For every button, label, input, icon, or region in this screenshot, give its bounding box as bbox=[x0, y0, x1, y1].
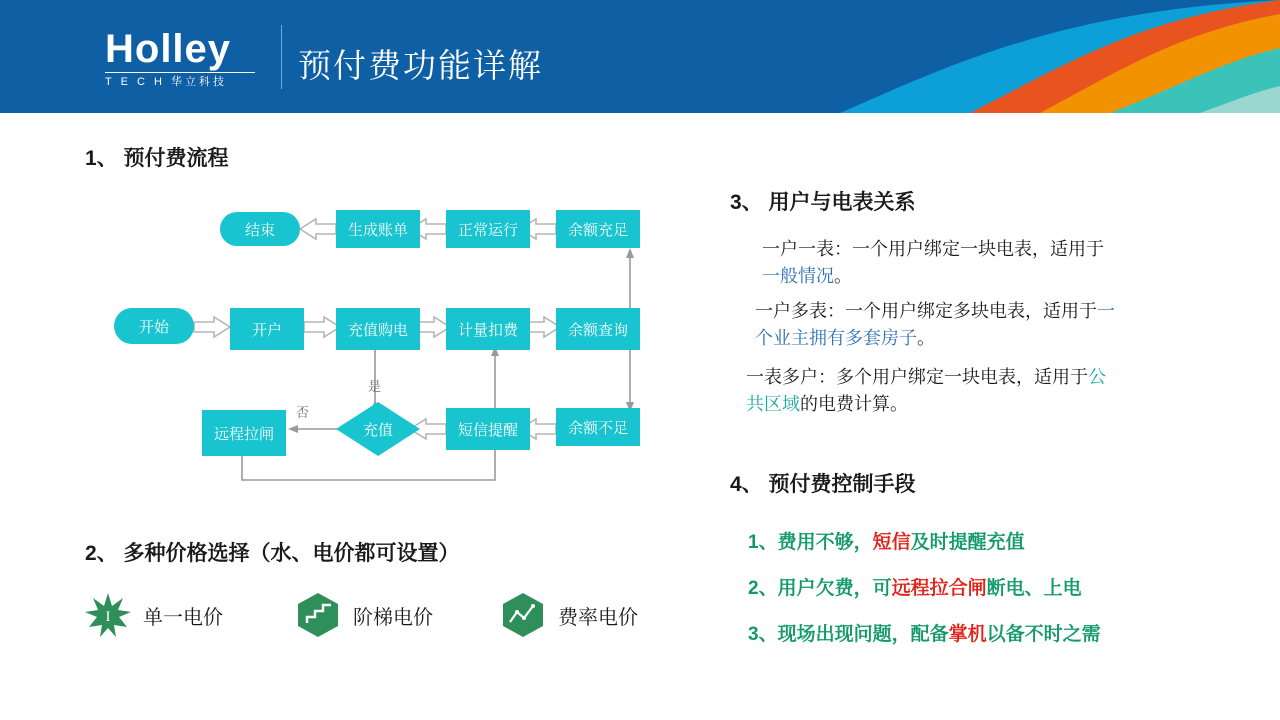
relation-item-1 bbox=[762, 236, 1107, 290]
control-2-number: 2、 bbox=[748, 578, 778, 599]
hexagon-chart-icon bbox=[500, 592, 546, 638]
control-3-number: 3、 bbox=[748, 624, 778, 645]
relation-2-text1: 一个用户绑定多块电表，适用于 bbox=[845, 301, 1097, 321]
header-decoration bbox=[640, 0, 1280, 113]
relation-3-lead: 一表多户： bbox=[746, 367, 836, 387]
control-3-text2: 以备不时之需 bbox=[986, 624, 1101, 645]
flow-label-no: 否 bbox=[296, 405, 310, 420]
flow-node-start: 开始 bbox=[114, 308, 194, 344]
company-logo bbox=[105, 28, 265, 88]
price-label-single: 单一电价 bbox=[143, 606, 223, 629]
control-1-number: 1、 bbox=[748, 532, 778, 553]
relation-3-text1: 多个用户绑定一块电表，适用于 bbox=[836, 367, 1088, 387]
relation-item-3 bbox=[746, 364, 1106, 418]
page-title: 预付费功能详解 bbox=[298, 47, 543, 84]
control-item-2 bbox=[748, 573, 1082, 600]
price-label-tier: 阶梯电价 bbox=[353, 606, 433, 629]
section-heading-control: 4、 预付费控制手段 bbox=[730, 473, 916, 496]
flow-node-decide bbox=[336, 402, 420, 456]
relation-1-lead: 一户一表： bbox=[762, 239, 852, 259]
control-1-highlight: 短信 bbox=[872, 532, 911, 553]
price-label-rate: 费率电价 bbox=[558, 606, 638, 629]
flow-node-sms: 短信提醒 bbox=[446, 408, 530, 450]
flow-node-remote: 远程拉闸 bbox=[202, 410, 286, 456]
relation-2-lead: 一户多表： bbox=[755, 301, 845, 321]
relation-3-highlight: 公共区域 bbox=[746, 367, 1106, 414]
slide-header bbox=[0, 0, 1280, 113]
price-item-single bbox=[85, 592, 223, 638]
control-1-text1: 费用不够， bbox=[777, 532, 873, 553]
section-heading-relation: 3、 用户与电表关系 bbox=[730, 191, 916, 214]
section-heading-price: 2、 多种价格选择（水、电价都可设置） bbox=[85, 542, 460, 565]
flow-node-normal: 正常运行 bbox=[446, 210, 530, 248]
relation-item-2 bbox=[755, 298, 1115, 352]
flow-node-open: 开户 bbox=[230, 308, 304, 350]
flow-node-decide-label: 充值 bbox=[362, 421, 393, 439]
flowchart bbox=[110, 190, 710, 490]
relation-3-text2: 的电费计算。 bbox=[800, 394, 908, 414]
control-item-1 bbox=[748, 527, 1025, 554]
flow-node-enough: 余额充足 bbox=[556, 210, 640, 248]
hexagon-stairs-icon bbox=[295, 592, 341, 638]
control-2-text1: 用户欠费，可 bbox=[777, 578, 892, 599]
flow-node-query: 余额查询 bbox=[556, 308, 640, 350]
header-divider bbox=[281, 25, 282, 89]
control-item-3 bbox=[748, 619, 1101, 646]
price-item-rate bbox=[500, 592, 638, 638]
flow-node-end: 结束 bbox=[220, 212, 300, 246]
price-options bbox=[85, 592, 705, 652]
flow-node-bill: 生成账单 bbox=[336, 210, 420, 248]
starburst-icon bbox=[85, 592, 131, 638]
control-3-highlight: 掌机 bbox=[948, 624, 987, 645]
relation-2-text2: 。 bbox=[917, 328, 935, 348]
control-3-text1: 现场出现问题，配备 bbox=[777, 624, 949, 645]
flow-node-recharge: 充值购电 bbox=[336, 308, 420, 350]
control-1-text2: 及时提醒充值 bbox=[910, 532, 1025, 553]
control-2-highlight: 远程拉合闸 bbox=[891, 578, 987, 599]
flow-label-yes: 是 bbox=[368, 379, 382, 394]
logo-wordmark: Holley bbox=[105, 27, 232, 71]
section-heading-flow: 1、 预付费流程 bbox=[85, 147, 229, 170]
price-item-tier bbox=[295, 592, 433, 638]
flow-node-lack: 余额不足 bbox=[556, 408, 640, 446]
relation-1-text1: 一个用户绑定一块电表，适用于 bbox=[852, 239, 1104, 259]
relation-2-highlight: 一个业主拥有多套房子 bbox=[755, 301, 1115, 348]
svg-text:I: I bbox=[105, 609, 111, 625]
control-2-text2: 断电、上电 bbox=[986, 578, 1082, 599]
logo-subtitle: T E C H 华立科技 bbox=[105, 72, 255, 89]
relation-1-text2: 。 bbox=[834, 266, 852, 286]
relation-1-highlight: 一般情况 bbox=[762, 266, 834, 286]
flow-node-meter: 计量扣费 bbox=[446, 308, 530, 350]
